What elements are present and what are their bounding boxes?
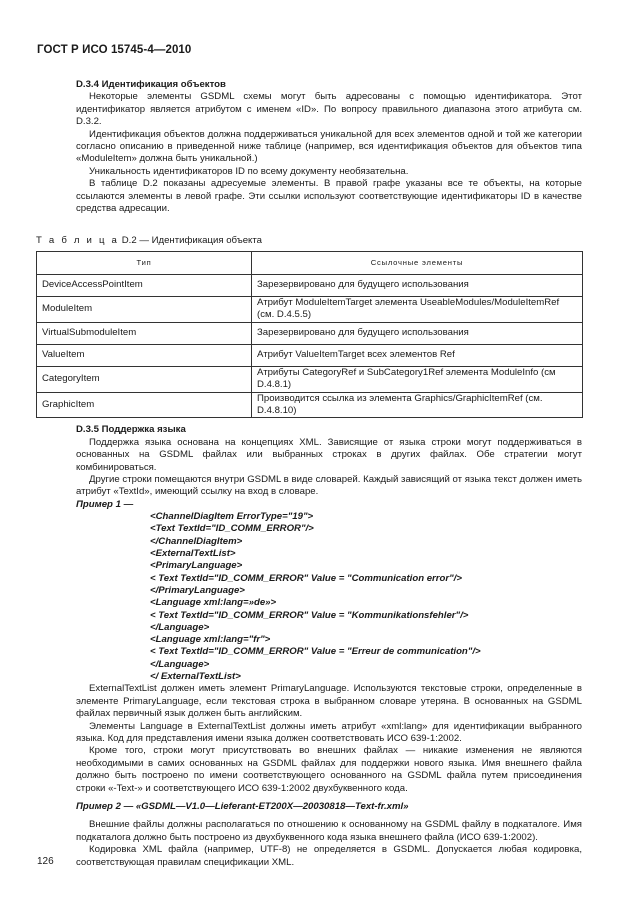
code-line: <Language xml:lang=»de»>: [150, 597, 277, 609]
type-cell: DeviceAccessPointItem: [37, 274, 252, 296]
example-2-label: Пример 2 — «GSDML—V1.0—Lieferant-ET200X—20030818—Text-fr.xml»: [76, 800, 409, 812]
table-row: [37, 322, 583, 344]
table-caption-text: D.2 — Идентификация объекта: [119, 235, 262, 247]
table-header-row: [37, 251, 583, 274]
page-number: 126: [37, 856, 54, 867]
code-line: <ChannelDiagItem ErrorType="19">: [150, 511, 314, 523]
code-line: <PrimaryLanguage>: [150, 560, 243, 572]
code-line: </ChannelDiagItem>: [150, 535, 243, 547]
table-row: [37, 392, 583, 418]
paragraph: Кроме того, строки могут присутствовать во внешних файлах — никакие изменения не являются необходимыми в самих основанных на GSDML файлах для поддержки нового языка. Имя внешнего файла должно быть построено по имени соответствующего основанного на GSDML файла путем присоединения строки «-Text-» и соответствующего ИСО 639-1:2002 двухбуквенного кода.: [76, 745, 582, 794]
type-cell: VirtualSubmoduleItem: [37, 322, 252, 344]
refs-cell: Атрибут ValueItemTarget всех элементов Ref: [252, 344, 583, 366]
type-cell: ModuleItem: [37, 296, 252, 322]
code-line: </PrimaryLanguage>: [150, 584, 245, 596]
table-row: [37, 274, 583, 296]
paragraph: Поддержка языка основана на концепциях XML. Зависящие от языка строки могут поддерживаться в основанных на GSDML файлах или выбранных строках в других файлах. Обе стратегии могут комбинироваться.: [76, 436, 582, 473]
column-header-refs: Ссылочные элементы: [252, 251, 583, 274]
refs-cell: Атрибуты CategoryRef и SubCategory1Ref элемента ModuleInfo (см D.4.8.1): [252, 366, 583, 392]
paragraph: ExternalTextList должен иметь элемент PrimaryLanguage. Используются текстовые строки, определенные в элементе PrimaryLanguage, если текстовая строка в выбранном словаре утеряна. В основанных на GSDML файлах первичный язык должен быть английским.: [76, 683, 582, 720]
paragraph: Кодировка XML файла (например, UTF-8) не определяется в GSDML. Допускается любая кодировка, соответствующая правилам спецификации XML.: [76, 844, 582, 868]
code-line: </Language>: [150, 658, 210, 670]
paragraph: В таблице D.2 показаны адресуемые элементы. В правой графе указаны все те объекты, на которые ссылаются элементы в левой графе. Эти ссылки используют соответствующие идентификаторы ID в качестве средства адресации.: [76, 178, 582, 215]
type-cell: GraphicItem: [37, 392, 252, 418]
example-1-label: Пример 1 —: [76, 498, 134, 510]
paragraph: Некоторые элементы GSDML схемы могут быть адресованы с помощью идентификатора. Этот идентификатор является атрибутом с именем «ID». По вопросу правильного диапазона этого атрибута см. D.3.2.: [76, 91, 582, 128]
code-line: </ ExternalTextList>: [150, 671, 241, 683]
refs-cell: Зарезервировано для будущего использования: [252, 322, 583, 344]
code-line: < Text TextId="ID_COMM_ERROR" Value = "Kommunikationsfehler"/>: [150, 609, 469, 621]
type-cell: CategoryItem: [37, 366, 252, 392]
paragraph: Уникальность идентификаторов ID по всему документу необязательна.: [89, 165, 409, 177]
code-line: </Language>: [150, 621, 210, 633]
identification-table: [36, 251, 583, 418]
code-line: <Language xml:lang="fr">: [150, 634, 271, 646]
refs-cell: Атрибут ModuleItemTarget элемента UseableModules/ModuleItemRef (см. D.4.5.5): [252, 296, 583, 322]
table-caption-prefix: Т а б л и ц а: [36, 235, 120, 247]
table-row: [37, 296, 583, 322]
document-header: ГОСТ Р ИСО 15745-4—2010: [37, 44, 192, 56]
paragraph: Идентификация объектов должна поддерживаться уникальной для всех элементов одной и той же категории согласно описанию в приведенной ниже таблице (например, вся идентификация объектов для объектов типа «ModuleItem» должна быть уникальной.): [76, 128, 582, 165]
table-row: [37, 366, 583, 392]
paragraph: Элементы Language в ExternalTextList должны иметь атрибут «xml:lang» для идентификации выбранного языка. Код для представления имени языка должен соответствовать ИСО 639-1:2002.: [76, 720, 582, 744]
code-line: < Text TextId="ID_COMM_ERROR" Value = "Communication error"/>: [150, 572, 462, 584]
paragraph: Другие строки помещаются внутри GSDML в виде словарей. Каждый зависящий от языка текст должен иметь атрибут «TextId», имеющий ссылку на вход в словаре.: [76, 473, 582, 498]
xml-code-example: [150, 511, 582, 683]
code-line: < Text TextId="ID_COMM_ERROR" Value = "Erreur de communication"/>: [150, 646, 481, 658]
paragraph: Внешние файлы должны располагаться по отношению к основанному на GSDML файлу в подкаталоге. Имя подкаталога должно быть построено из двухбуквенного кода языка внешнего файла (ИСО 639-1:2002).: [76, 819, 582, 843]
refs-cell: Производится ссылка из элемента Graphics/GraphicItemRef (см. D.4.8.10): [252, 392, 583, 418]
table-caption: [36, 235, 582, 247]
code-line: <Text TextId="ID_COMM_ERROR"/>: [150, 523, 314, 535]
type-cell: ValueItem: [37, 344, 252, 366]
code-line: <ExternalTextList>: [150, 548, 236, 560]
section-d34-title: D.3.4 Идентификация объектов: [76, 79, 226, 90]
column-header-type: Тип: [37, 251, 252, 274]
section-d35-title: D.3.5 Поддержка языка: [76, 424, 186, 436]
refs-cell: Зарезервировано для будущего использования: [252, 274, 583, 296]
table-row: [37, 344, 583, 366]
